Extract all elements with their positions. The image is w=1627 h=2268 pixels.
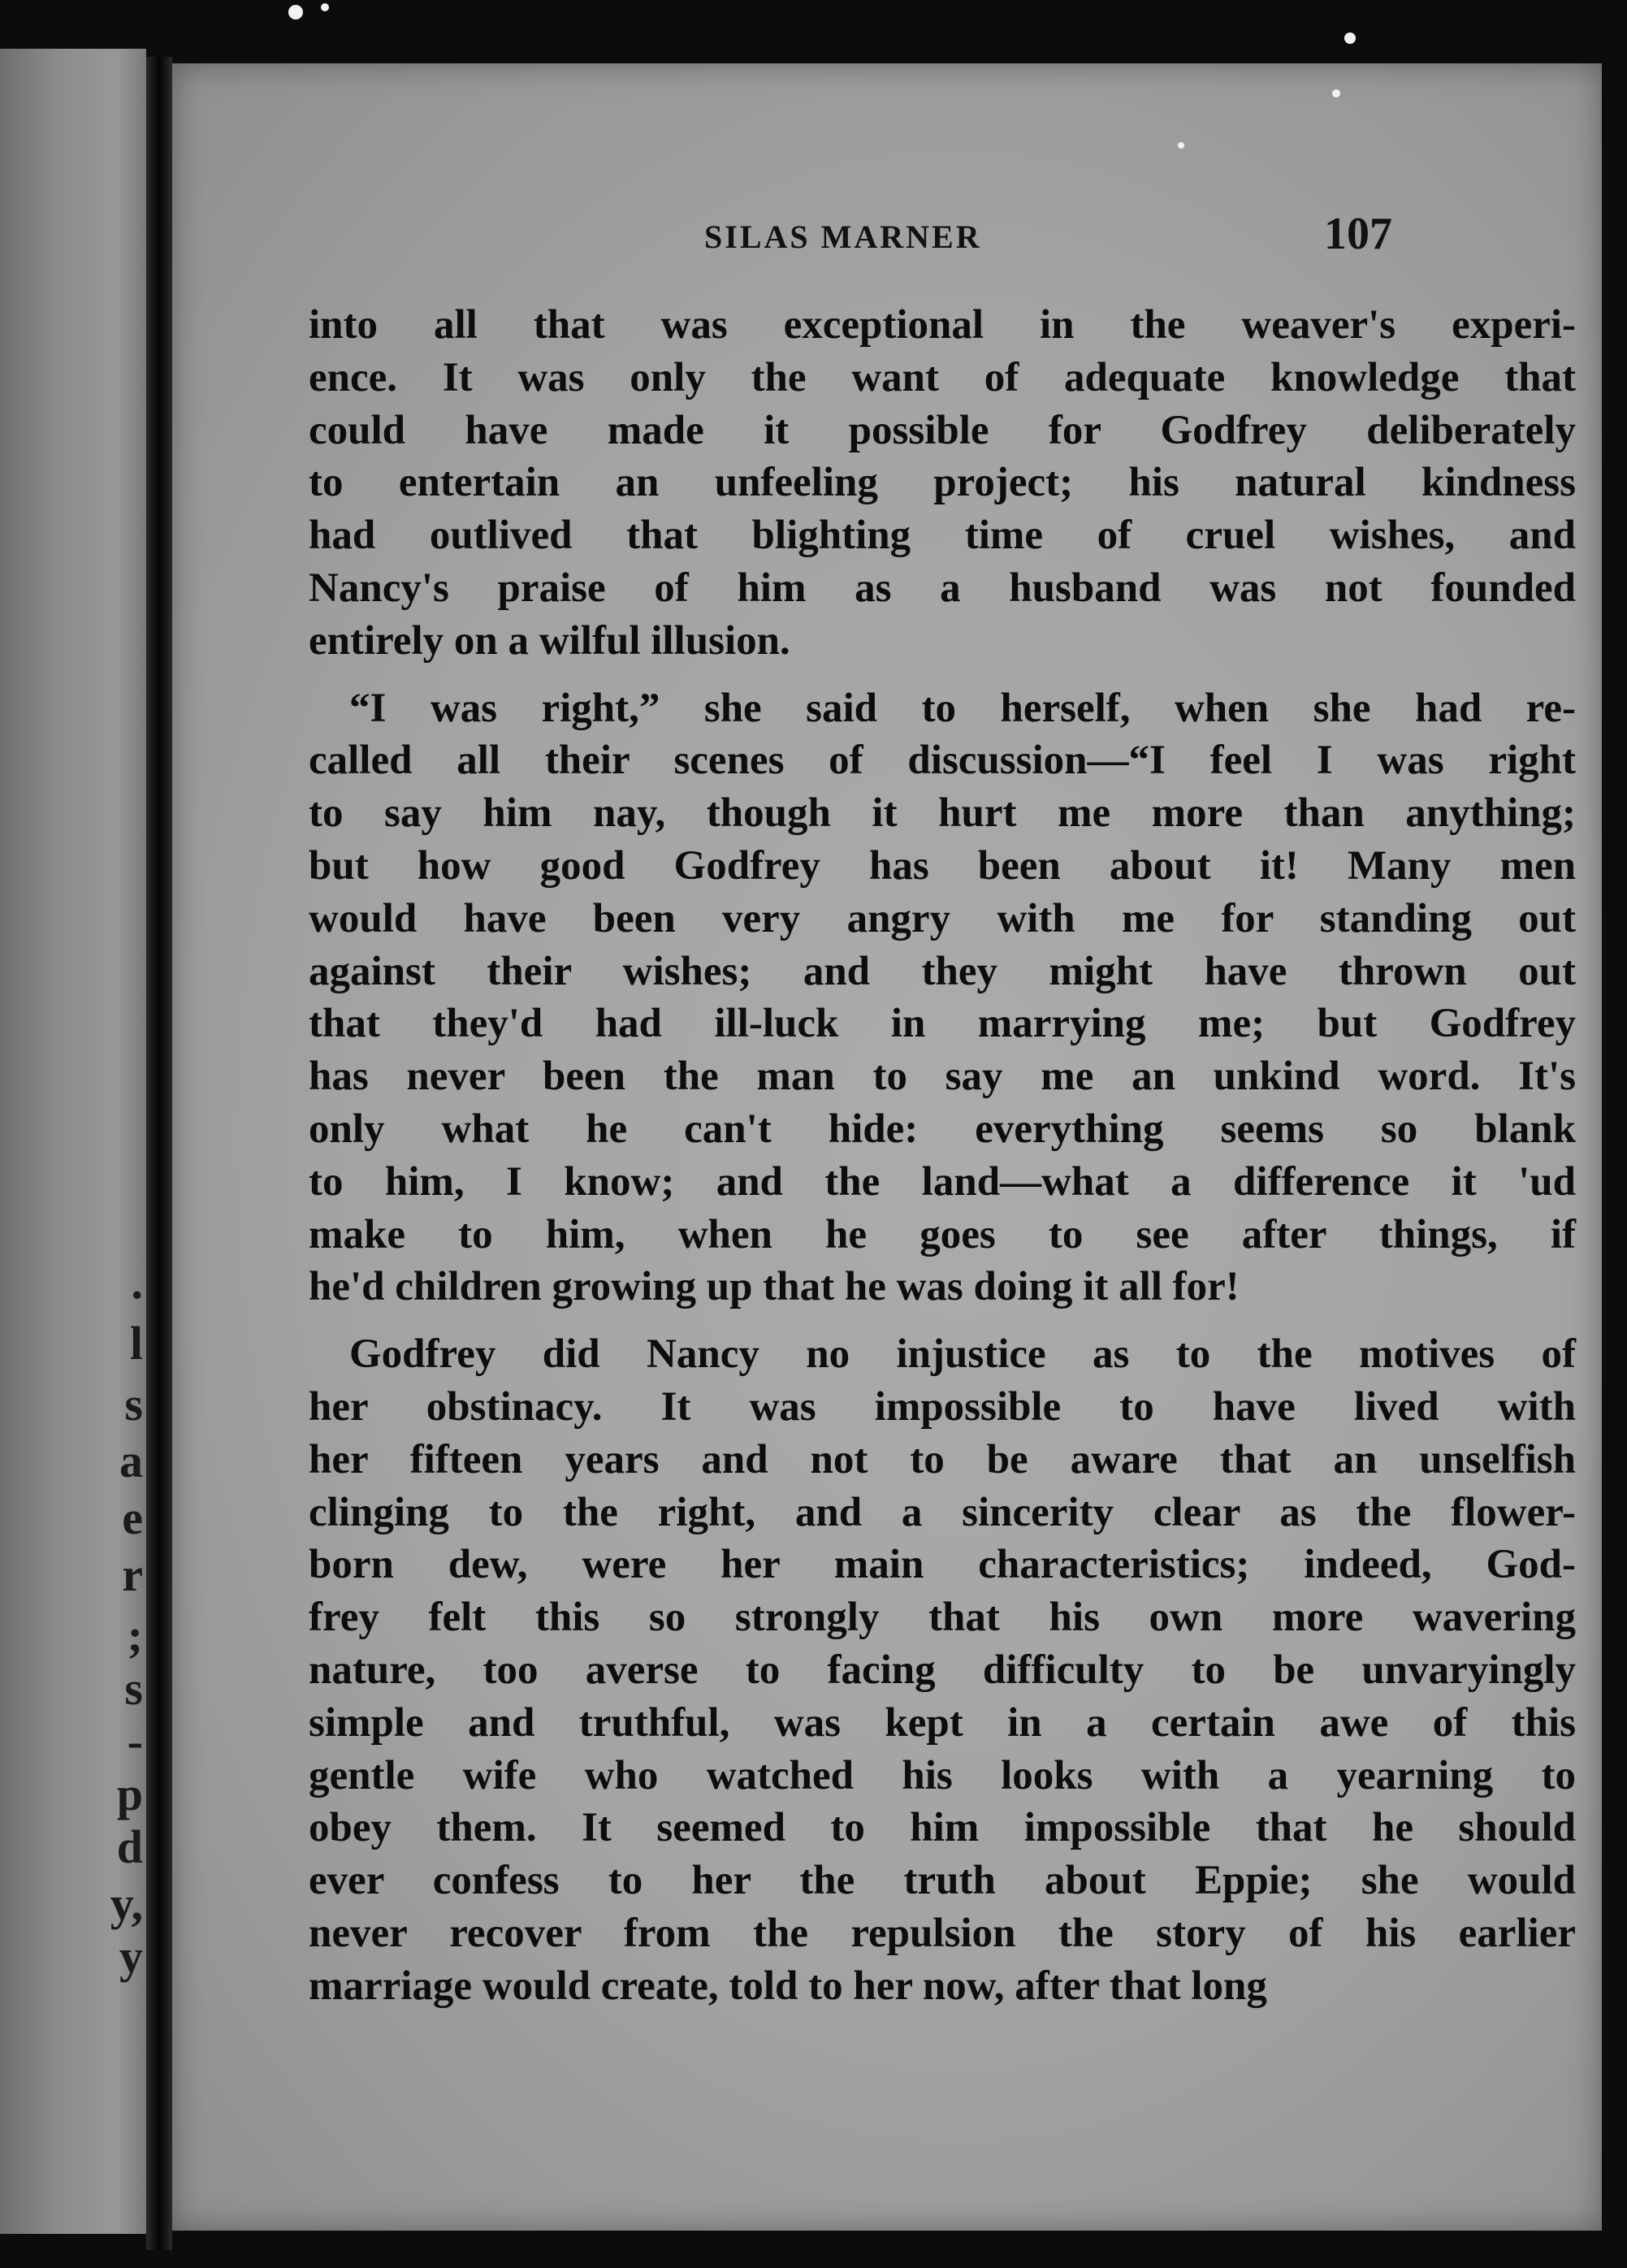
book-page [172,63,1602,2231]
text-line: called all their scenes of discussion—“I feel I was right [309,738,1576,784]
text-line: marriage would create, told to her now, after that long [309,1963,1267,2009]
left-page-edge-char: s [124,1378,143,1430]
text-line: to him, I know; and the land—what a difference it 'ud [309,1158,1576,1205]
text-line: make to him, when he goes to see after things, if [309,1211,1576,1257]
text-line: could have made it possible for Godfrey deliberately [309,407,1576,453]
text-line: would have been very angry with me for standing out [309,895,1576,941]
scan-speck [321,3,329,11]
text-line: against their wishes; and they might have thrown out [309,948,1576,994]
body-text [309,299,1576,2028]
text-line: “I was right,” she said to herself, when she had re- [349,685,1576,731]
left-page-edge-char: ; [127,1609,143,1662]
text-line: clinging to the right, and a sincerity clear as the flower- [309,1489,1576,1535]
left-page-edge-char: s [124,1662,143,1715]
text-line: entirely on a wilful illusion. [309,617,790,664]
text-line: gentle wife who watched his looks with a yearning to [309,1752,1576,1798]
text-line: he'd children growing up that he was doing it all for! [309,1264,1240,1310]
text-line: to entertain an unfeeling project; his natural kindness [309,460,1576,506]
text-line: ence. It was only the want of adequate knowledge that [309,354,1576,400]
left-page-edge-char: a [119,1435,143,1487]
paragraph [309,299,1576,668]
text-line: ever confess to her the truth about Eppie; she would [309,1858,1576,1904]
left-page-edge-char: y [119,1930,143,1983]
paragraph [309,682,1576,1314]
paragraph [309,1328,1576,2012]
text-line: Godfrey did Nancy no injustice as to the motives of [349,1331,1576,1378]
text-line: born dew, were her main characteristics; indeed, God- [309,1542,1576,1588]
left-page-edge-char: l [129,1317,143,1370]
scan-speck [1344,32,1356,44]
left-page-edge-char: r [122,1548,143,1601]
running-head [172,209,1602,266]
page-number: 107 [1324,209,1392,259]
running-title: SILAS MARNER [704,219,982,255]
left-page-edge-char: - [127,1715,143,1768]
text-line: only what he can't hide: everything seems so blank [309,1106,1576,1152]
text-line: her obstinacy. It was impossible to have lived with [309,1383,1576,1430]
text-line: obey them. It seemed to him impossible that he should [309,1805,1576,1851]
left-page-edge-char: . [131,1256,143,1309]
book-gutter [146,57,172,2250]
text-line: has never been the man to say me an unkind word. It's [309,1054,1576,1100]
text-line: nature, too averse to facing difficulty to be unvaryingly [309,1647,1576,1693]
text-line: her fifteen years and not to be aware that an unselfish [309,1436,1576,1482]
text-line: frey felt this so strongly that his own more wavering [309,1595,1576,1641]
scan-speck [1178,142,1184,149]
text-line: never recover from the repulsion the story of his earlier [309,1910,1576,1956]
text-line: to say him nay, though it hurt me more than anything; [309,790,1576,837]
text-line: into all that was exceptional in the weaver's experi- [309,302,1576,348]
left-page-edge [0,49,146,2234]
scan-speck [1332,89,1340,97]
scan-speck [288,5,303,19]
text-line: had outlived that blighting time of cruel wishes, and [309,513,1576,559]
left-page-edge-char: e [122,1491,143,1544]
text-line: but how good Godfrey has been about it! Many men [309,842,1576,889]
left-page-edge-char: d [116,1820,143,1873]
left-page-edge-char: p [116,1768,143,1820]
left-page-edge-char: y, [110,1877,143,1930]
text-line: simple and truthful, was kept in a certain awe of this [309,1699,1576,1746]
text-line: that they'd had ill-luck in marrying me; but Godfrey [309,1001,1576,1047]
text-line: Nancy's praise of him as a husband was not founded [309,565,1576,611]
